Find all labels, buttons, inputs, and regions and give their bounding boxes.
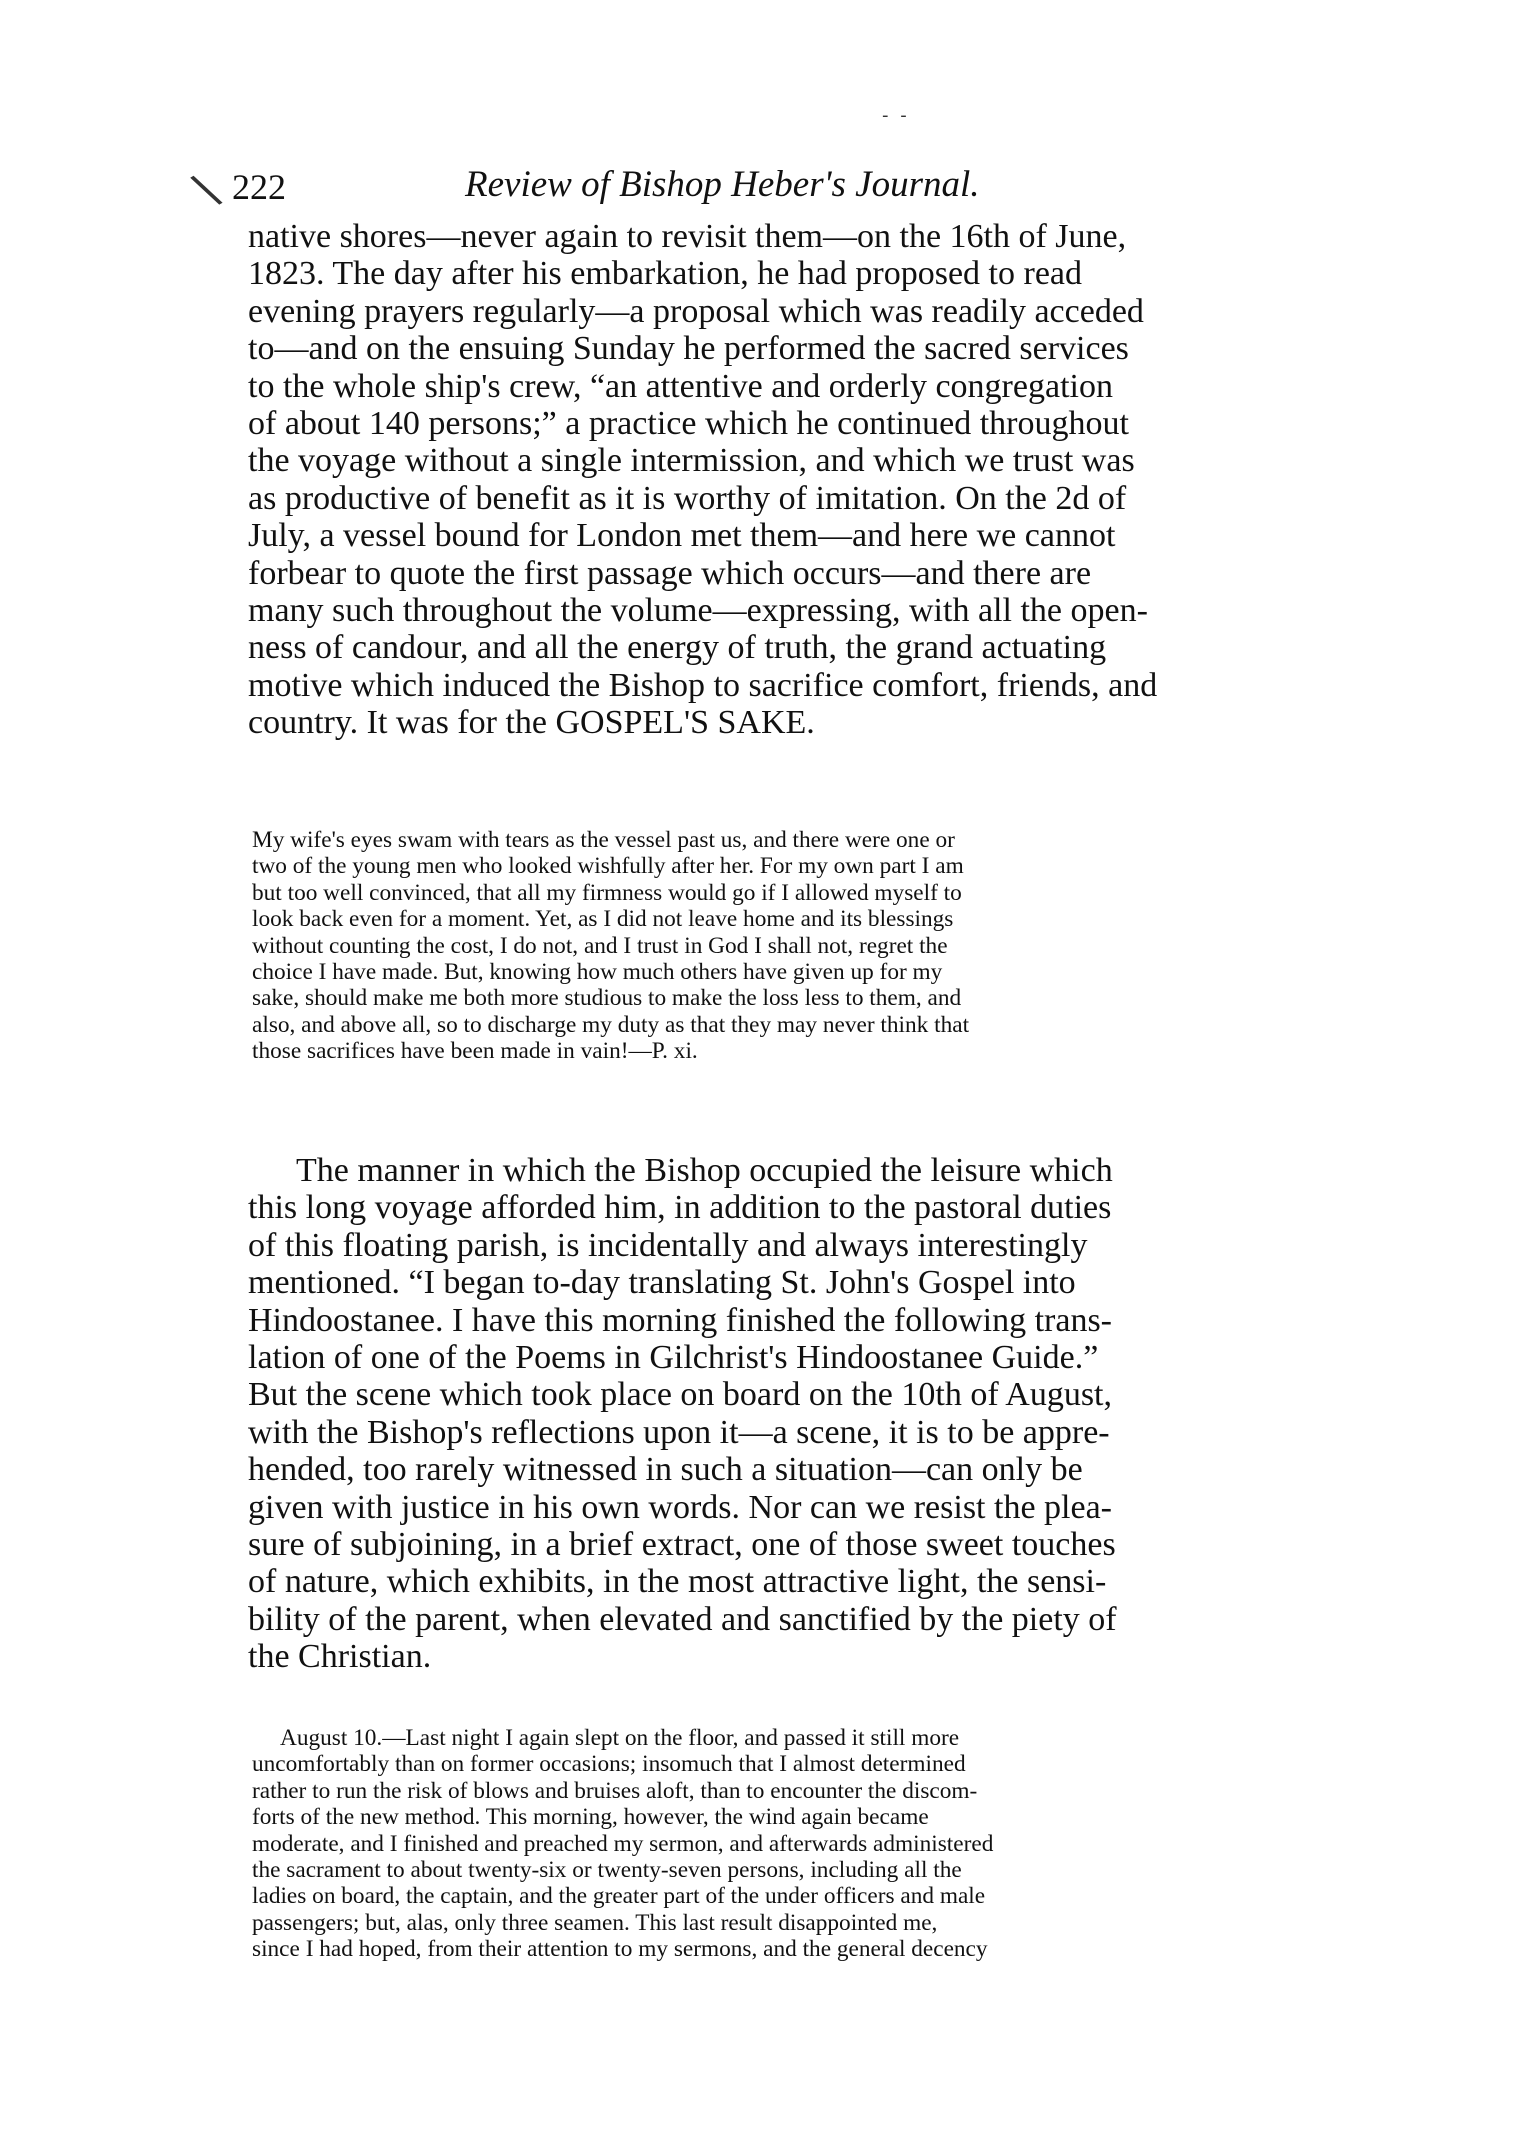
running-title: Review of Bishop Heber's Journal.	[465, 164, 980, 205]
extract-line: sake, should make me both more studious to make the loss less to them, and	[252, 985, 962, 1012]
extract-line: ladies on board, the captain, and the greater part of the under officers and male	[252, 1883, 986, 1910]
extract-line: look back even for a moment. Yet, as I did not leave home and its blessings	[252, 906, 954, 933]
text-line: country. It was for the GOSPEL'S SAKE.	[248, 704, 815, 742]
extract-line: forts of the new method. This morning, however, the wind again became	[252, 1804, 929, 1831]
text-line: to the whole ship's crew, “an attentive and orderly congregation	[248, 367, 1113, 405]
body-paragraph-1	[248, 218, 1320, 742]
text-line: forbear to quote the first passage which occurs—and there are	[248, 554, 1092, 592]
text-line: native shores—never again to revisit them—on the 16th of June,	[248, 218, 1127, 255]
extract-line: uncomfortably than on former occasions; insomuch that I almost determined	[252, 1751, 966, 1778]
extract-line: moderate, and I finished and preached my sermon, and afterwards administered	[252, 1830, 994, 1857]
extract-line: My wife's eyes swam with tears as the vessel past us, and there were one or	[252, 827, 955, 853]
text-line: 1823. The day after his embarkation, he had proposed to read	[248, 255, 1082, 293]
extract-line: but too well convinced, that all my firmness would go if I allowed myself to	[252, 879, 962, 906]
body-paragraph-2	[248, 1152, 1320, 1676]
extract-line: without counting the cost, I do not, and I trust in God I shall not, regret the	[252, 932, 948, 959]
text-line: of about 140 persons;” a practice which he continued throughout	[248, 405, 1129, 443]
text-line: the Christian.	[248, 1638, 432, 1676]
extract-line: choice I have made. But, knowing how much others have given up for my	[252, 959, 943, 986]
text-line: of this floating parish, is incidentally and always interestingly	[248, 1226, 1088, 1264]
text-line: mentioned. “I began to-day translating St. John's Gospel into	[248, 1264, 1076, 1302]
text-line: evening prayers regularly—a proposal which was readily acceded	[248, 292, 1144, 330]
extract-line: rather to run the risk of blows and bruises aloft, than to encounter the discom-	[252, 1777, 978, 1804]
extract-line: two of the young men who looked wishfully after her. For my own part I am	[252, 853, 964, 880]
extract-line: passengers; but, alas, only three seamen. This last result disappointed me,	[252, 1909, 938, 1936]
text-line: ness of candour, and all the energy of truth, the grand actuating	[248, 629, 1107, 667]
extract-line: since I had hoped, from their attention to my sermons, and the general decency	[252, 1936, 988, 1963]
text-line: July, a vessel bound for London met them—and here we cannot	[248, 517, 1116, 555]
text-line: this long voyage afforded him, in addition to the pastoral duties	[248, 1189, 1112, 1227]
text-line: But the scene which took place on board on the 10th of August,	[248, 1376, 1112, 1414]
text-line: The manner in which the Bishop occupied the leisure which	[296, 1152, 1113, 1189]
text-line: motive which induced the Bishop to sacrifice comfort, friends, and	[248, 666, 1158, 704]
text-line: to—and on the ensuing Sunday he performed the sacred services	[248, 330, 1129, 368]
page-number: 222	[232, 167, 286, 207]
text-line: bility of the parent, when elevated and sanctified by the piety of	[248, 1600, 1117, 1638]
extract-line: the sacrament to about twenty-six or twenty-seven persons, including all the	[252, 1857, 962, 1884]
text-line: sure of subjoining, in a brief extract, one of those sweet touches	[248, 1526, 1116, 1564]
text-line: as productive of benefit as it is worthy of imitation. On the 2d of	[248, 479, 1127, 517]
journal-extract-2	[252, 1725, 1318, 1963]
printing-mark: - -	[882, 105, 910, 126]
text-line: many such throughout the volume—expressing, with all the open-	[248, 592, 1148, 630]
extract-line: also, and above all, so to discharge my duty as that they may never think that	[252, 1011, 970, 1038]
extract-line: August 10.—Last night I again slept on the floor, and passed it still more	[280, 1725, 960, 1751]
text-line: hended, too rarely witnessed in such a situation—can only be	[248, 1451, 1083, 1489]
text-line: the voyage without a single intermission, and which we trust was	[248, 442, 1135, 480]
text-line: with the Bishop's reflections upon it—a scene, it is to be appre-	[248, 1413, 1110, 1451]
text-line: lation of one of the Poems in Gilchrist's Hindoostanee Guide.”	[248, 1339, 1099, 1377]
text-line: given with justice in his own words. Nor can we resist the plea-	[248, 1488, 1112, 1526]
margin-stroke: \	[185, 161, 226, 217]
text-line: Hindoostanee. I have this morning finished the following trans-	[248, 1301, 1112, 1339]
journal-extract-1	[252, 827, 1318, 1065]
text-line: of nature, which exhibits, in the most attractive light, the sensi-	[248, 1563, 1107, 1601]
extract-line: those sacrifices have been made in vain!—P. xi.	[252, 1038, 698, 1065]
